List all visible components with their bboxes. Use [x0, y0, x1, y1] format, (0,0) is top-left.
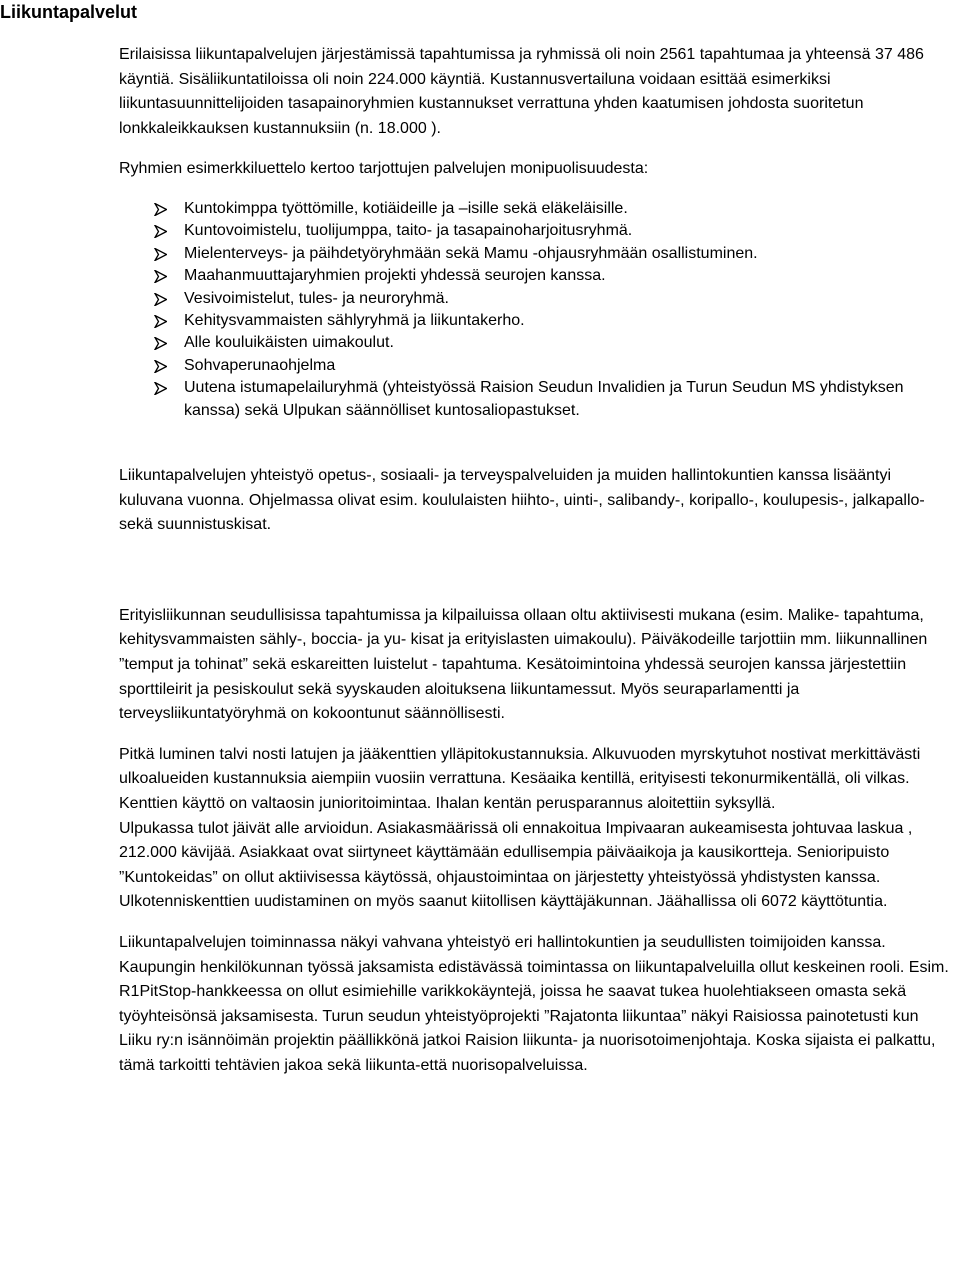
- list-item-text: Kehitysvammaisten sählyryhmä ja liikuntakerho.: [184, 312, 525, 329]
- intro-paragraph: Erilaisissa liikuntapalvelujen järjestämissä tapahtumissa ja ryhmissä oli noin 2561 tapahtumaa ja yhteensä 37 486 käyntiä. Sisäliikuntatiloissa oli noin 224.000 käyntiä. Kustannusvertailuna voidaan esittää esimerkiksi liikuntasuunnittelijoiden tasapainoryhmien kustannukset verrattuna yhden kaatumisen johdosta suoritetun lonkkaleikkauksen kustannuksiin (n. 18.000 ).: [119, 46, 924, 137]
- document-body: [119, 43, 949, 1079]
- list-item: [119, 355, 949, 377]
- list-item-text: Kuntokimppa työttömille, kotiäideille ja –isille sekä eläkeläisille.: [184, 199, 628, 217]
- arrowhead-bullet-icon: [154, 315, 167, 328]
- list-item: [119, 265, 949, 287]
- arrowhead-bullet-icon: [154, 270, 167, 283]
- list-item: [119, 198, 949, 220]
- arrowhead-bullet-icon: [154, 203, 167, 216]
- arrowhead-bullet-icon: [154, 382, 167, 395]
- arrowhead-bullet-icon: [154, 360, 167, 373]
- list-item: [119, 310, 949, 332]
- list-item-text: Maahanmuuttajaryhmien projekti yhdessä seurojen kanssa.: [184, 267, 606, 285]
- page-title: Liikuntapalvelut: [0, 2, 138, 22]
- list-item-text: Alle kouluikäisten uimakoulut.: [184, 334, 394, 352]
- list-item-text: Vesivoimistelut, tules- ja neuroryhmä.: [184, 289, 449, 307]
- list-item: [119, 377, 949, 422]
- group-list: [119, 198, 949, 422]
- list-item-text: Mielenterveys- ja päihdetyöryhmään sekä Mamu -ohjausryhmään osallistuminen.: [184, 244, 758, 262]
- special-sports-paragraph: Erityisliikunnan seudullisissa tapahtumissa ja kilpailuissa ollaan oltu aktiivisesti mukana (esim. Malike- tapahtuma, kehitysvammaisten sähly-, boccia- ja yu- kisat ja erityislasten uimakoulu). Päiväkodeille tarjottiin mm. liikunnallinen ”temput ja tohinat” sekä eskareitten luistelut - tapahtuma. Kesätoimintoina yhdessä seurojen kanssa järjestettiin sporttileirit ja pesiskoulut sekä syyskauden aloituksena liikuntamessut. Myös seuraparlamentti ja terveysliikuntatyöryhmä on kokoontunut säännöllisesti.: [119, 606, 928, 723]
- list-item: [119, 220, 949, 242]
- arrowhead-bullet-icon: [154, 337, 167, 350]
- arrowhead-bullet-icon: [154, 225, 167, 238]
- list-item: [119, 243, 949, 265]
- list-item-text: Sohvaperunaohjelma: [184, 356, 336, 374]
- list-item-text: Kuntovoimistelu, tuolijumppa, taito- ja tasapainoharjoitusryhmä.: [184, 222, 633, 240]
- arrowhead-bullet-icon: [154, 248, 167, 261]
- list-item-text: Uutena istumapelailuryhmä (yhteistyössä Raision Seudun Invalidien ja Turun Seudun MS yhdistyksen kanssa) sekä Ulpukan säännölliset kuntosaliopastukset.: [184, 379, 904, 419]
- ulpukka-paragraph: Ulpukassa tulot jäivät alle arvioidun. Asiakasmäärissä oli ennakoitua Impivaaran aukeamisesta johtuvaa laskua , 212.000 kävijää. Asiakkaat ovat siirtyneet käyttämään edullisempia päiväaikoja ja kausikortteja. Senioripuisto ”Kuntokeidas” on ollut aktiivisessa käytössä, ohjaustoimintaa on järjestetty yhteistyössä yhdistysten kanssa. Ulkotenniskenttien uudistaminen on myös saanut kiitollisen käyttäjäkunnan. Jäähallissa oli 6072 käyttötuntia.: [119, 819, 913, 911]
- arrowhead-bullet-icon: [154, 293, 167, 306]
- collaboration-paragraph: Liikuntapalvelujen toiminnassa näkyi vahvana yhteistyö eri hallintokuntien ja seudullisten toimijoiden kanssa. Kaupungin henkilökunnan työssä jaksamista edistävässä toimintassa on liikuntapalveluilla ollut keskeinen rooli. Esim. R1PitStop-hankkeessa on ollut esimiehille varikkokäyntejä, joissa he saavat tukea huolehtiakseen omasta sekä työyhteisönsä jaksamisesta. Turun seudun yhteistyöprojekti ”Rajatonta liikuntaa” näkyi Raisiossa painotetusti kun Liiku ry:n isännöimän projektin päällikkönä jatkoi Raision liikunta- ja nuorisotoimenjohtaja. Koska sijaista ei palkattu, tämä tarkoitti tehtävien jakoa sekä liikunta-että nuorisopalveluissa.: [119, 933, 949, 1074]
- list-item: [119, 332, 949, 354]
- cooperation-paragraph: Liikuntapalvelujen yhteistyö opetus-, sosiaali- ja terveyspalveluiden ja muiden hallintokuntien kanssa lisääntyi kuluvana vuonna. Ohjelmassa olivat esim. koululaisten hiihto-, uinti-, salibandy-, koripallo-, koulupesis-, jalkapallo- sekä suunnistuskisat.: [119, 467, 925, 534]
- list-item: [119, 288, 949, 310]
- winter-costs-paragraph: Pitkä luminen talvi nosti latujen ja jääkenttien ylläpitokustannuksia. Alkuvuoden myrskytuhot nostivat merkittävästi ulkoalueiden kustannuksia aiempiin vuosiin verrattuna. Kesäaika kentillä, erityisesti tekonurmikentällä, oli vilkas. Kenttien käyttö on valtaosin junioritoimintaa. Ihalan kentän perusparannus aloitettiin syksyllä.: [119, 745, 921, 812]
- list-intro-paragraph: Ryhmien esimerkkiluettelo kertoo tarjottujen palvelujen monipuolisuudesta:: [119, 160, 649, 178]
